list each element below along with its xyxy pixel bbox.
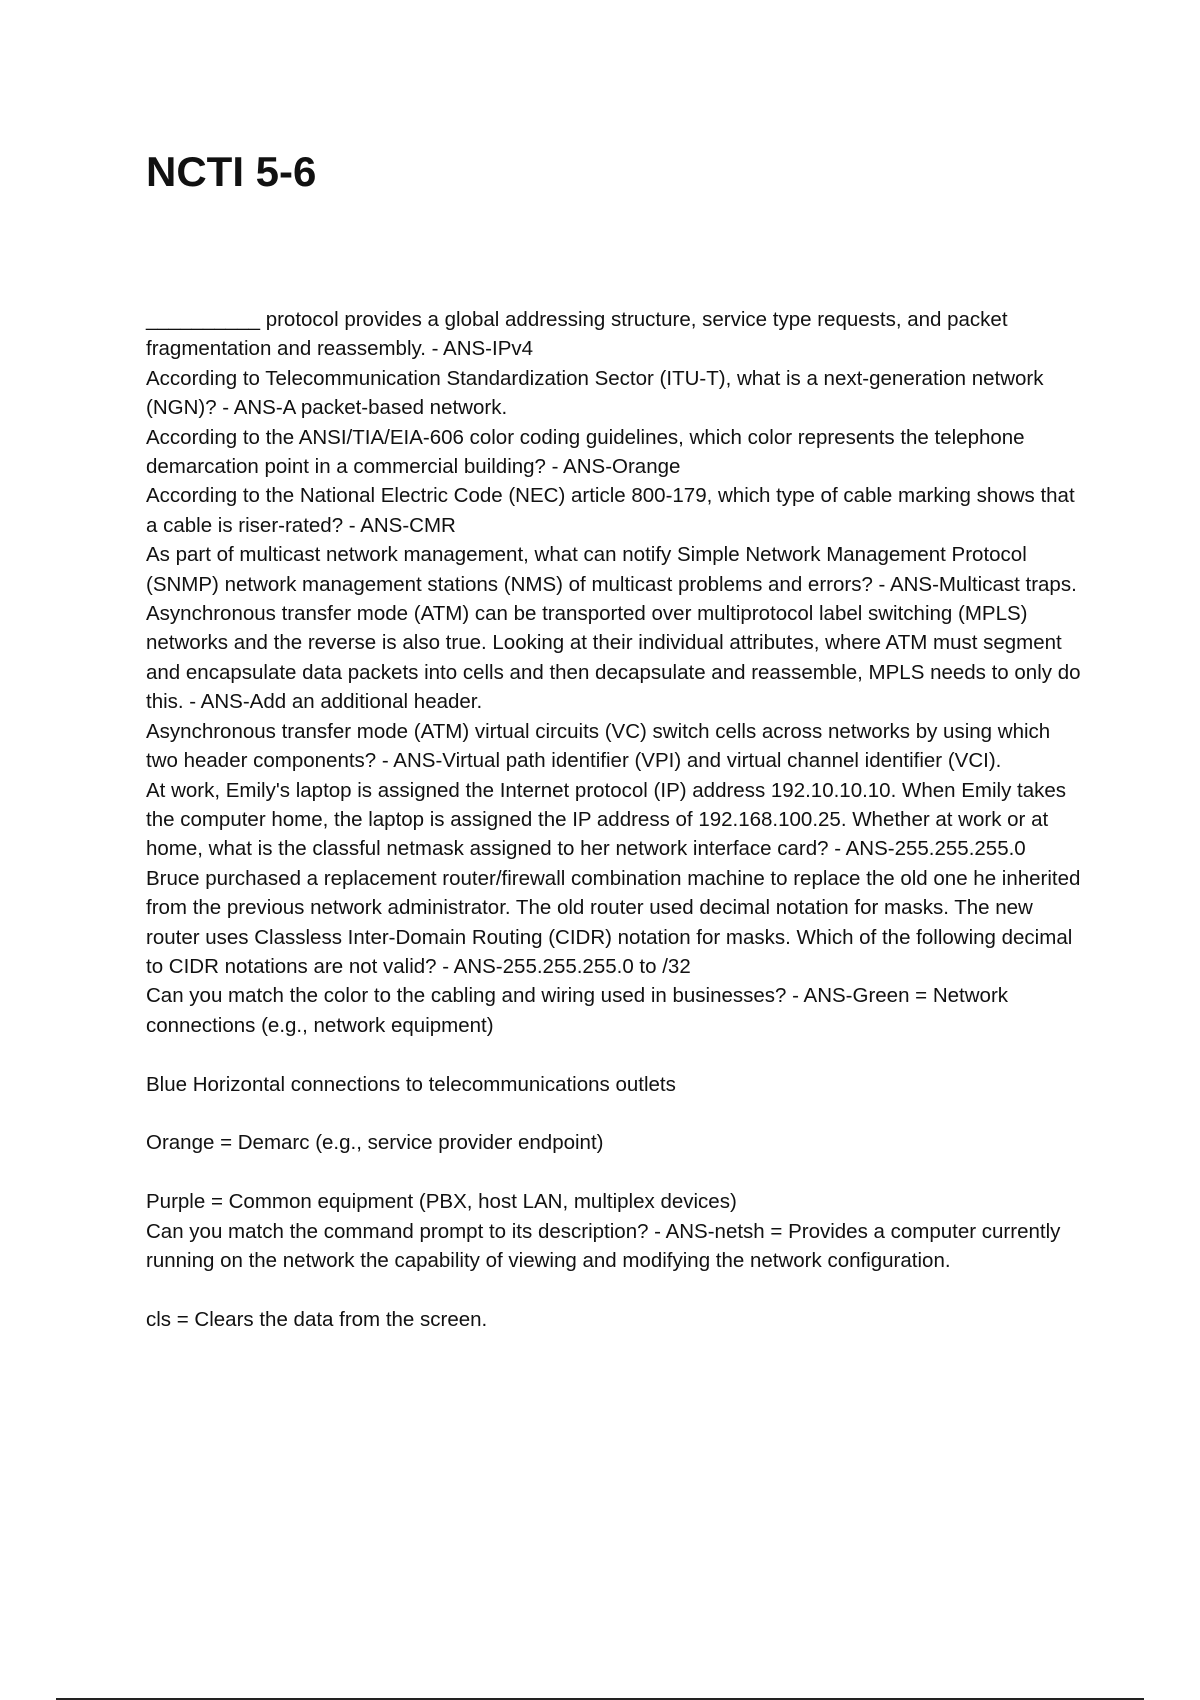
paragraph-gap: [146, 1158, 1086, 1187]
paragraph-gap: [146, 1099, 1086, 1128]
qa-entry: Can you match the color to the cabling and wiring used in businesses? - ANS-Green = Network connections (e.g., network equipment): [146, 984, 1009, 1037]
answer-line: cls = Clears the data from the screen.: [146, 1307, 488, 1331]
qa-entry: According to the ANSI/TIA/EIA-606 color coding guidelines, which color represents the telephone demarcation point in a commercial building? - ANS-Orange: [146, 425, 1025, 479]
qa-entry: Bruce purchased a replacement router/firewall combination machine to replace the old one he inherited from the previous network administrator. The old router used decimal notation for masks. The new router uses Classless Inter-Domain Routing (CIDR) notation for masks. Which of the following decimal to CIDR notations are not valid? - ANS-255.255.255.0 to /32: [146, 866, 1081, 978]
answer-line: Orange = Demarc (e.g., service provider endpoint): [146, 1131, 604, 1155]
qa-content: [146, 305, 1086, 1334]
qa-entry: According to the National Electric Code (NEC) article 800-179, which type of cable marking shows that a cable is riser-rated? - ANS-CMR: [146, 484, 1075, 537]
qa-entry: At work, Emily's laptop is assigned the Internet protocol (IP) address 192.10.10.10. When Emily takes the computer home, the laptop is assigned the IP address of 192.168.100.25. Whether at work or at home, what is the classful netmask assigned to her network interface card? - ANS-255.255.255.0: [146, 778, 1067, 861]
paragraph-gap: [146, 1275, 1086, 1304]
qa-entry: Can you match the command prompt to its description? - ANS-netsh = Provides a computer currently running on the network the capability of viewing and modifying the network configuration.: [146, 1219, 1061, 1272]
qa-entry: Asynchronous transfer mode (ATM) can be transported over multiprotocol label switching (MPLS) networks and the reverse is also true. Looking at their individual attributes, where ATM must segment and encapsulate data packets into cells and then decapsulate and reassemble, MPLS needs to only do this. - ANS-Add an additional header.: [146, 602, 1081, 714]
qa-entry: As part of multicast network management, what can notify Simple Network Management Protocol (SNMP) network management stations (NMS) of multicast problems and errors? - ANS-Multicast traps.: [146, 543, 1077, 596]
qa-entry: According to Telecommunication Standardization Sector (ITU-T), what is a next-generation network (NGN)? - ANS-A packet-based network.: [146, 366, 1044, 420]
qa-entry: Asynchronous transfer mode (ATM) virtual circuits (VC) switch cells across networks by using which two header components? - ANS-Virtual path identifier (VPI) and virtual channel identifier (VCI).: [146, 719, 1051, 773]
answer-line: Purple = Common equipment (PBX, host LAN, multiplex devices): [146, 1190, 737, 1214]
paragraph-gap: [146, 1040, 1086, 1069]
page-title: NCTI 5-6: [146, 148, 317, 195]
qa-entry: __________ protocol provides a global addressing structure, service type requests, and packet fragmentation and reassembly. - ANS-IPv4: [146, 308, 1008, 361]
answer-line: Blue Horizontal connections to telecommunications outlets: [146, 1072, 676, 1096]
